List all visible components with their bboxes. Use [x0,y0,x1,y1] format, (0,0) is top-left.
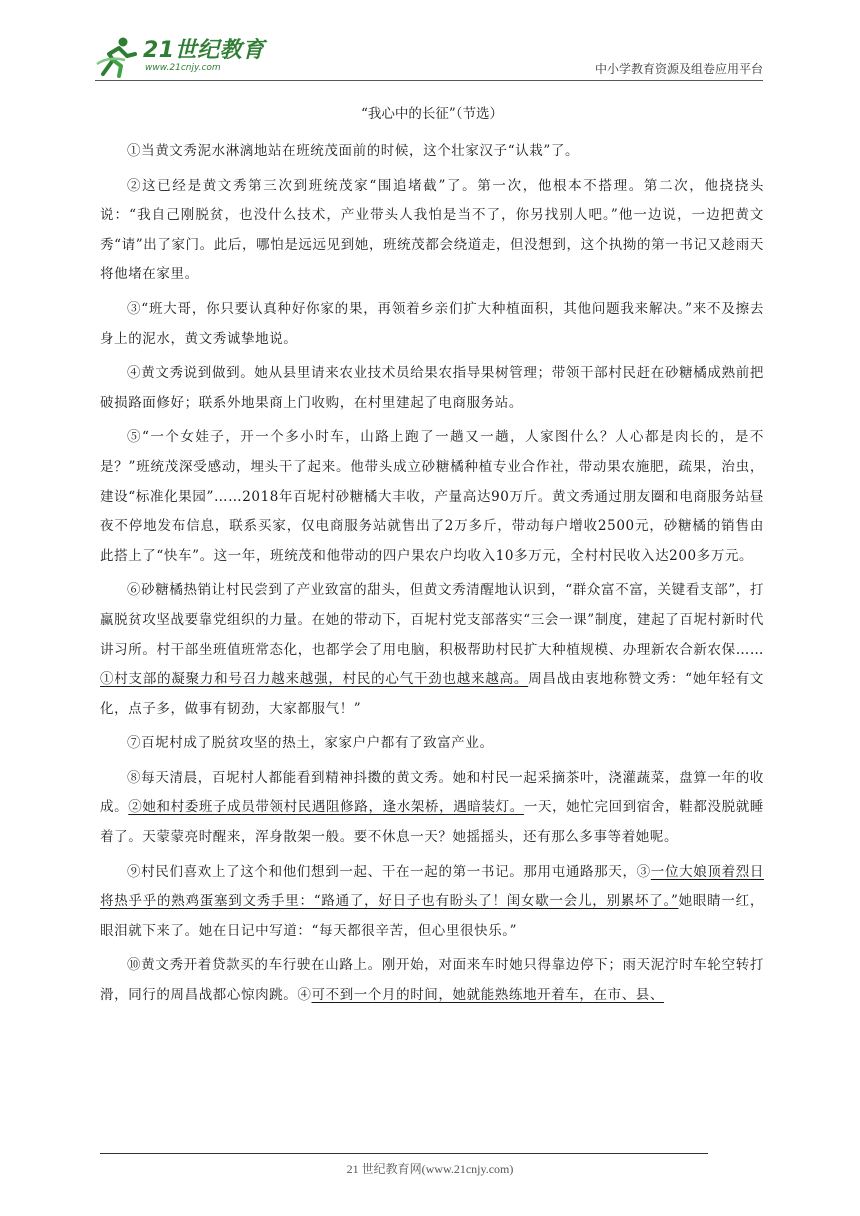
site-logo [95,34,265,78]
paragraph-9-tail: 她眼睛一红，眼泪就下来了。她在日记中写道：“每天都很辛苦，但心里很快乐。” [100,893,764,939]
paragraph-1: ①当黄文秀泥水淋漓地站在班统茂面前的时候，这个壮家汉子“认栽”了。 [127,143,580,159]
underlined-sentence-4: 可不到一个月的时间，她就能熟练地开着车，在市、县、 [311,987,664,1004]
article-title: “我心中的长征”（节选） [360,106,504,122]
header-divider [95,80,763,81]
article [100,103,764,1016]
paragraph-5: ⑤“一个女娃子，开一个多小时车，山路上跑了一趟又一趟，人家图什么？人心都是肉长的，是不是？”班统茂深受感动，埋头干了起来。他带头成立砂糖橘种植专业合作社，带动果农施肥，疏果，治虫，建设“标准化果园”……2018年百坭村砂糖橘大丰收，产量高达90万斤。黄文秀通过朋友圈和电商服务站昼夜不停地发布信息，联系买家，仅电商服务站就售出了2万多斤，带动每户增收2500元，砂糖橘的销售由此搭上了“快车”。这一年，班统茂和他带动的四户果农户均收入10多万元，全村村民收入达200多万元。 [100,429,764,564]
header-tagline: 中小学教育资源及组卷应用平台 [594,62,763,76]
runner-logo-icon [95,34,139,78]
paragraph-8 [100,764,764,853]
paragraph-10 [100,951,764,1010]
underlined-sentence-1: ①村支部的凝聚力和号召力越来越强，村民的心气干劲也越来越高。 [100,671,529,688]
paragraph-8-tail: 一天，她忙完回到宿舍，鞋都没脱就睡着了。天蒙蒙亮时醒来，浑身散架一般。要不休息一天？她摇摇头，还有那么多事等着她呢。 [100,799,765,846]
paragraph-9-text: ⑨村民们喜欢上了这个和他们想到一起、干在一起的第一书记。那用屯通路那天，③ [127,863,651,880]
underlined-sentence-2: ②她和村委班子成员带领村民遇阻修路，逢水架桥，遇暗装灯。 [128,799,524,816]
paragraph-3: ③“班大哥，你只要认真种好你家的果，再领着乡亲们扩大种植面积，其他问题我来解决。”来不及擦去身上的泥水，黄文秀诚挚地说。 [100,300,764,347]
footer-divider [100,1153,708,1154]
page-header [95,30,763,80]
paragraph-8-text: ⑧每天清晨，百坭村人都能看到精神抖擞的黄文秀。她和村民一起采摘茶叶，浇灌蔬菜，盘算一年的收成。 [100,769,764,816]
underlined-sentence-3: 一位大娘顶着烈日将热乎乎的熟鸡蛋塞到文秀手里：“路通了，好日子也有盼头了！闺女歇一会儿，别累坏了。” [100,863,764,910]
logo-url: www.21cnjy.com [145,62,221,73]
paragraph-6 [100,576,764,724]
paragraph-2: ②这已经是黄文秀第三次到班统茂家“围追堵截”了。第一次，他根本不搭理。第二次，他挠挠头说：“我自己刚脱贫，也没什么技术，产业带头人我怕是当不了，你另找别人吧。”他一边说，一边把黄文秀“请”出了家门。此后，哪怕是远远见到她，班统茂都会绕道走，但没想到，这个执拗的第一书记又趁雨天将他堵在家里。 [100,177,764,283]
logo-title: 21世纪教育 [143,37,265,63]
paragraph-10-text: ⑩黄文秀开着贷款买的车行驶在山路上。刚开始，对面来车时她只得靠边停下；雨天泥泞时车轮空转打滑，同行的周昌战都心惊肉跳。④ [100,957,764,1004]
paragraph-7: ⑦百坭村成了脱贫攻坚的热土，家家户户都有了致富产业。 [127,735,494,752]
page-footer: 21 世纪教育网(www.21cnjy.com) [346,1162,514,1176]
paragraph-9 [100,858,764,947]
paragraph-4: ④黄文秀说到做到。她从县里请来农业技术员给果农指导果树管理；带领干部村民赶在砂糖橘成熟前把破损路面修好；联系外地果商上门收购，在村里建起了电商服务站。 [100,365,764,411]
paragraph-6-tail: 周昌战由衷地称赞文秀：“她年轻有文化，点子多，做事有韧劲，大家都服气！” [100,671,765,717]
paragraph-6-text: ⑥砂糖橘热销让村民尝到了产业致富的甜头，但黄文秀清醒地认识到，“群众富不富，关键看支部”，打赢脱贫攻坚战要靠党组织的力量。在她的带动下，百坭村党支部落实“三会一课”制度，建起了百坭村新时代讲习所。村干部坐班值班常态化，也都学会了用电脑，积极帮助村民扩大种植规模、办理新农合新农保…… [100,582,764,658]
